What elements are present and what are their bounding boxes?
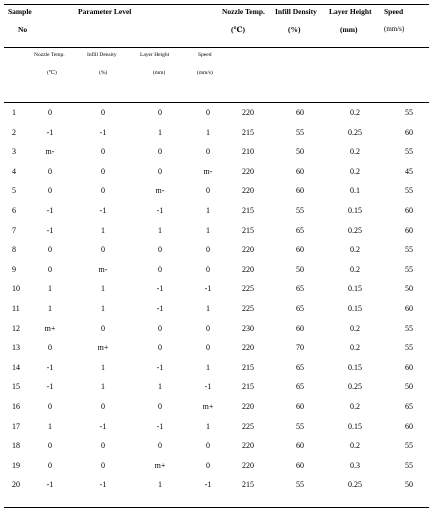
cell-layer-height: 0.1 bbox=[350, 186, 360, 196]
cell-nozzle-temp: 220 bbox=[242, 166, 254, 176]
cell-level-nozzle: 0 bbox=[48, 186, 52, 196]
cell-nozzle-temp: 220 bbox=[242, 402, 254, 411]
cell-level-nozzle: m- bbox=[45, 147, 55, 157]
cell-level-speed: 1 bbox=[206, 421, 210, 431]
cell-speed: 55 bbox=[405, 323, 413, 333]
cell-sample-no: 3 bbox=[12, 147, 16, 157]
cell-layer-height: 0.2 bbox=[350, 108, 360, 117]
cell-level-speed: 1 bbox=[206, 225, 210, 235]
cell-speed: 55 bbox=[405, 147, 413, 157]
cell-speed: 60 bbox=[405, 421, 413, 431]
cell-level-layer: -1 bbox=[156, 362, 164, 372]
cell-level-infill: 1 bbox=[101, 284, 105, 294]
cell-nozzle-temp: 220 bbox=[242, 343, 254, 353]
cell-layer-height: 0.25 bbox=[348, 382, 362, 392]
cell-level-nozzle: 0 bbox=[48, 245, 52, 255]
cell-nozzle-temp: 215 bbox=[242, 127, 254, 137]
cell-level-infill: -1 bbox=[99, 206, 107, 215]
cell-level-layer: 0 bbox=[158, 323, 162, 333]
cell-layer-height: 0.15 bbox=[348, 362, 362, 372]
cell-speed: 55 bbox=[405, 245, 413, 255]
cell-level-speed: 1 bbox=[206, 127, 210, 137]
cell-speed: 55 bbox=[405, 264, 413, 274]
cell-level-layer: -1 bbox=[156, 304, 164, 313]
cell-infill-density: 60 bbox=[296, 166, 304, 176]
cell-speed: 50 bbox=[405, 480, 413, 490]
cell-level-infill: 1 bbox=[101, 225, 105, 235]
cell-level-nozzle: 0 bbox=[48, 460, 52, 470]
cell-level-nozzle: -1 bbox=[46, 382, 54, 392]
cell-level-nozzle: 0 bbox=[48, 166, 52, 176]
cell-speed: 60 bbox=[405, 362, 413, 372]
cell-infill-density: 65 bbox=[296, 362, 304, 372]
cell-layer-height: 0.15 bbox=[348, 304, 362, 313]
cell-speed: 60 bbox=[405, 206, 413, 215]
cell-level-layer: -1 bbox=[156, 284, 164, 294]
header-speed: Speed bbox=[384, 7, 404, 16]
cell-speed: 45 bbox=[405, 166, 413, 176]
cell-nozzle-temp: 220 bbox=[242, 245, 254, 255]
cell-speed: 60 bbox=[405, 127, 413, 137]
cell-sample-no: 1 bbox=[12, 108, 16, 117]
cell-speed: 55 bbox=[405, 108, 413, 117]
cell-level-speed: 0 bbox=[206, 264, 210, 274]
cell-layer-height: 0.2 bbox=[350, 441, 360, 451]
cell-level-nozzle: 0 bbox=[48, 441, 52, 451]
subheader-infill-unit: (%) bbox=[99, 70, 108, 76]
cell-level-nozzle: -1 bbox=[46, 480, 54, 490]
cell-level-speed: -1 bbox=[204, 480, 212, 490]
cell-level-speed: -1 bbox=[204, 284, 212, 294]
cell-layer-height: 0.2 bbox=[350, 323, 360, 333]
cell-sample-no: 2 bbox=[12, 127, 16, 137]
cell-sample-no: 17 bbox=[12, 421, 20, 431]
cell-layer-height: 0.2 bbox=[350, 264, 360, 274]
cell-level-infill: 1 bbox=[101, 362, 105, 372]
cell-nozzle-temp: 215 bbox=[242, 362, 254, 372]
cell-level-nozzle: -1 bbox=[46, 362, 54, 372]
cell-infill-density: 65 bbox=[296, 304, 304, 313]
cell-level-nozzle: 0 bbox=[48, 402, 52, 411]
cell-speed: 60 bbox=[405, 304, 413, 313]
cell-infill-density: 65 bbox=[296, 284, 304, 294]
header-layer-height: Layer Height bbox=[329, 7, 372, 16]
cell-infill-density: 50 bbox=[296, 264, 304, 274]
cell-level-speed: 0 bbox=[206, 186, 210, 196]
cell-infill-density: 60 bbox=[296, 245, 304, 255]
header-infill-density: Infill Density bbox=[275, 7, 317, 16]
cell-sample-no: 5 bbox=[12, 186, 16, 196]
cell-level-speed: 0 bbox=[206, 108, 210, 117]
cell-infill-density: 60 bbox=[296, 108, 304, 117]
cell-layer-height: 0.15 bbox=[348, 421, 362, 431]
subheader-nozzle-temp: Nozzle Temp. bbox=[34, 52, 65, 58]
cell-layer-height: 0.2 bbox=[350, 402, 360, 411]
cell-level-infill: 1 bbox=[101, 304, 105, 313]
cell-level-nozzle: 1 bbox=[48, 284, 52, 294]
cell-level-nozzle: -1 bbox=[46, 206, 54, 215]
cell-level-layer: 0 bbox=[158, 402, 162, 411]
cell-speed: 65 bbox=[405, 402, 413, 411]
header-divider-rule bbox=[4, 47, 429, 48]
cell-level-nozzle: m+ bbox=[44, 323, 56, 333]
cell-layer-height: 0.15 bbox=[348, 284, 362, 294]
cell-level-infill: -1 bbox=[99, 480, 107, 490]
cell-layer-height: 0.25 bbox=[348, 480, 362, 490]
header-speed-unit: (mm/s) bbox=[384, 25, 405, 33]
cell-infill-density: 60 bbox=[296, 186, 304, 196]
cell-infill-density: 55 bbox=[296, 421, 304, 431]
cell-level-speed: m+ bbox=[202, 402, 214, 411]
cell-infill-density: 55 bbox=[296, 480, 304, 490]
cell-level-infill: -1 bbox=[99, 127, 107, 137]
cell-sample-no: 10 bbox=[12, 284, 20, 294]
cell-level-layer: 1 bbox=[158, 382, 162, 392]
cell-nozzle-temp: 220 bbox=[242, 460, 254, 470]
cell-sample-no: 8 bbox=[12, 245, 16, 255]
header-nozzle-temp: Nozzle Temp. bbox=[222, 7, 265, 16]
cell-layer-height: 0.3 bbox=[350, 460, 360, 470]
cell-layer-height: 0.2 bbox=[350, 166, 360, 176]
cell-nozzle-temp: 230 bbox=[242, 323, 254, 333]
cell-level-layer: 0 bbox=[158, 147, 162, 157]
cell-level-infill: m- bbox=[98, 264, 108, 274]
cell-speed: 50 bbox=[405, 284, 413, 294]
cell-sample-no: 18 bbox=[12, 441, 20, 451]
cell-level-speed: 1 bbox=[206, 304, 210, 313]
cell-level-nozzle: -1 bbox=[46, 225, 54, 235]
subheader-layer-height: Layer Height bbox=[140, 52, 170, 58]
subheader-speed-unit: (mm/s) bbox=[197, 70, 213, 76]
cell-level-layer: 0 bbox=[158, 343, 162, 353]
cell-level-speed: 0 bbox=[206, 441, 210, 451]
cell-level-infill: 0 bbox=[101, 108, 105, 117]
cell-layer-height: 0.25 bbox=[348, 225, 362, 235]
cell-level-layer: 0 bbox=[158, 441, 162, 451]
cell-level-layer: 1 bbox=[158, 225, 162, 235]
cell-level-layer: 0 bbox=[158, 108, 162, 117]
cell-sample-no: 19 bbox=[12, 460, 20, 470]
header-no: No bbox=[18, 25, 28, 34]
cell-level-infill: 0 bbox=[101, 460, 105, 470]
cell-layer-height: 0.2 bbox=[350, 245, 360, 255]
table-bottom-rule bbox=[4, 507, 429, 508]
cell-speed: 60 bbox=[405, 225, 413, 235]
cell-level-nozzle: 1 bbox=[48, 304, 52, 313]
cell-level-infill: 0 bbox=[101, 441, 105, 451]
cell-sample-no: 20 bbox=[12, 480, 20, 490]
cell-level-speed: 1 bbox=[206, 362, 210, 372]
cell-speed: 55 bbox=[405, 186, 413, 196]
cell-sample-no: 11 bbox=[12, 304, 20, 313]
cell-speed: 55 bbox=[405, 441, 413, 451]
cell-level-infill: m+ bbox=[97, 343, 109, 353]
subheader-infill-density: Infill Density bbox=[87, 52, 117, 58]
cell-sample-no: 15 bbox=[12, 382, 20, 392]
cell-nozzle-temp: 215 bbox=[242, 225, 254, 235]
cell-level-speed: 0 bbox=[206, 245, 210, 255]
cell-level-nozzle: 0 bbox=[48, 108, 52, 117]
cell-sample-no: 13 bbox=[12, 343, 20, 353]
cell-infill-density: 60 bbox=[296, 402, 304, 411]
cell-level-layer: -1 bbox=[156, 206, 164, 215]
subheader-layer-unit: (mm) bbox=[153, 70, 166, 76]
cell-level-speed: -1 bbox=[204, 382, 212, 392]
cell-infill-density: 55 bbox=[296, 127, 304, 137]
cell-level-layer: m- bbox=[155, 186, 165, 196]
cell-nozzle-temp: 220 bbox=[242, 186, 254, 196]
subheader-nozzle-unit: (℃) bbox=[47, 70, 57, 76]
cell-infill-density: 60 bbox=[296, 441, 304, 451]
cell-level-speed: 0 bbox=[206, 323, 210, 333]
cell-nozzle-temp: 215 bbox=[242, 382, 254, 392]
cell-level-infill: 1 bbox=[101, 382, 105, 392]
cell-speed: 55 bbox=[405, 343, 413, 353]
cell-level-speed: 0 bbox=[206, 460, 210, 470]
cell-layer-height: 0.2 bbox=[350, 147, 360, 157]
cell-nozzle-temp: 220 bbox=[242, 441, 254, 451]
cell-sample-no: 14 bbox=[12, 362, 20, 372]
cell-level-infill: 0 bbox=[101, 323, 105, 333]
cell-speed: 55 bbox=[405, 460, 413, 470]
subheader-divider-rule bbox=[4, 102, 429, 103]
cell-nozzle-temp: 215 bbox=[242, 480, 254, 490]
cell-level-infill: 0 bbox=[101, 245, 105, 255]
cell-level-nozzle: 0 bbox=[48, 264, 52, 274]
cell-nozzle-temp: 225 bbox=[242, 284, 254, 294]
cell-sample-no: 12 bbox=[12, 323, 20, 333]
cell-nozzle-temp: 215 bbox=[242, 206, 254, 215]
cell-infill-density: 65 bbox=[296, 225, 304, 235]
cell-level-nozzle: -1 bbox=[46, 127, 54, 137]
cell-speed: 50 bbox=[405, 382, 413, 392]
cell-nozzle-temp: 225 bbox=[242, 304, 254, 313]
cell-level-nozzle: 0 bbox=[48, 343, 52, 353]
cell-infill-density: 60 bbox=[296, 460, 304, 470]
cell-infill-density: 55 bbox=[296, 206, 304, 215]
cell-level-layer: 1 bbox=[158, 480, 162, 490]
cell-level-speed: m- bbox=[203, 166, 213, 176]
cell-level-layer: m+ bbox=[154, 460, 166, 470]
cell-level-infill: 0 bbox=[101, 402, 105, 411]
cell-layer-height: 0.15 bbox=[348, 206, 362, 215]
subheader-speed: Speed bbox=[198, 52, 212, 58]
header-sample: Sample bbox=[8, 7, 32, 16]
cell-nozzle-temp: 210 bbox=[242, 147, 254, 157]
cell-level-layer: 0 bbox=[158, 166, 162, 176]
cell-nozzle-temp: 220 bbox=[242, 108, 254, 117]
cell-sample-no: 7 bbox=[12, 225, 16, 235]
cell-level-nozzle: 1 bbox=[48, 421, 52, 431]
cell-level-speed: 0 bbox=[206, 343, 210, 353]
cell-infill-density: 60 bbox=[296, 323, 304, 333]
cell-level-infill: 0 bbox=[101, 186, 105, 196]
header-layer-unit: (mm) bbox=[340, 25, 358, 34]
cell-level-layer: 1 bbox=[158, 127, 162, 137]
cell-level-infill: 0 bbox=[101, 166, 105, 176]
cell-layer-height: 0.2 bbox=[350, 343, 360, 353]
table-top-rule bbox=[4, 4, 429, 5]
header-parameter-level: Parameter Level bbox=[78, 7, 132, 16]
cell-level-layer: 0 bbox=[158, 264, 162, 274]
header-nozzle-unit: (℃) bbox=[231, 25, 245, 34]
cell-sample-no: 9 bbox=[12, 264, 16, 274]
cell-level-speed: 1 bbox=[206, 206, 210, 215]
cell-infill-density: 50 bbox=[296, 147, 304, 157]
cell-level-speed: 0 bbox=[206, 147, 210, 157]
cell-nozzle-temp: 220 bbox=[242, 264, 254, 274]
cell-nozzle-temp: 225 bbox=[242, 421, 254, 431]
cell-infill-density: 65 bbox=[296, 382, 304, 392]
cell-layer-height: 0.25 bbox=[348, 127, 362, 137]
cell-infill-density: 70 bbox=[296, 343, 304, 353]
cell-level-infill: -1 bbox=[99, 421, 107, 431]
cell-level-layer: -1 bbox=[156, 421, 164, 431]
cell-level-layer: 0 bbox=[158, 245, 162, 255]
header-infill-unit: (%) bbox=[288, 25, 301, 34]
cell-sample-no: 16 bbox=[12, 402, 20, 411]
cell-level-infill: 0 bbox=[101, 147, 105, 157]
cell-sample-no: 4 bbox=[12, 166, 16, 176]
cell-sample-no: 6 bbox=[12, 206, 16, 215]
